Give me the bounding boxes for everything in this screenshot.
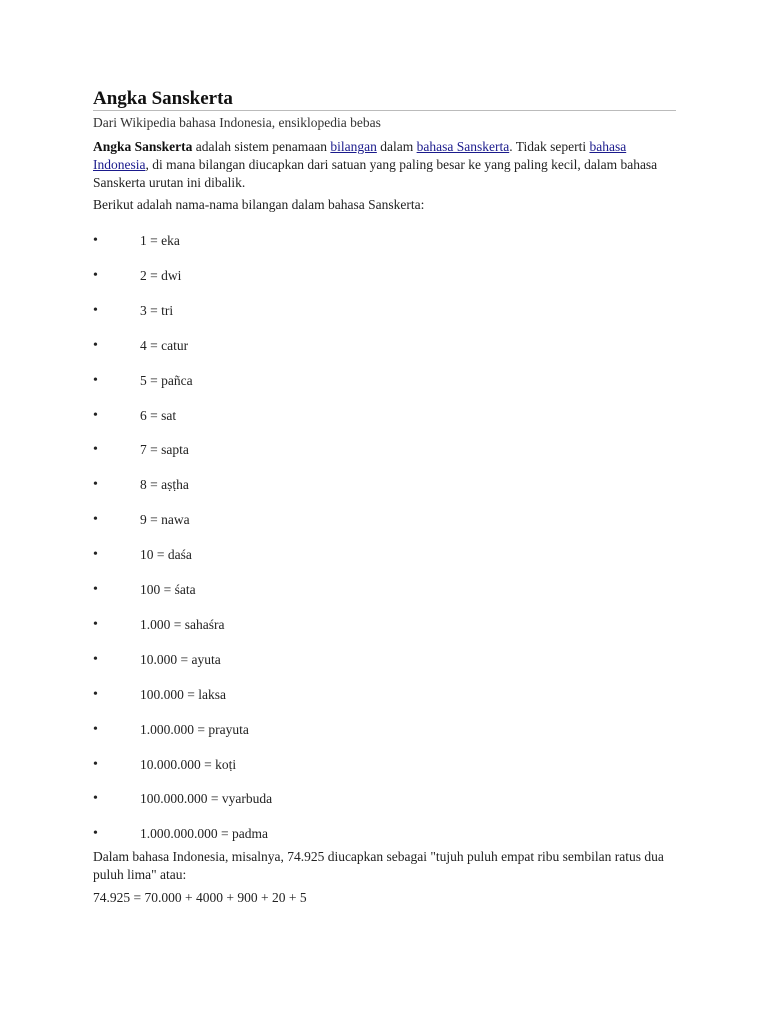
list-item-text: 9 = nawa (140, 512, 190, 528)
bullet-icon: • (93, 512, 98, 528)
intro-text-3: . Tidak seperti (509, 139, 590, 154)
list-item-text: 10.000 = ayuta (140, 651, 221, 667)
bullet-icon: • (93, 721, 98, 737)
article-subtitle: Dari Wikipedia bahasa Indonesia, ensiklopedia bebas (93, 115, 381, 130)
bullet-icon: • (93, 267, 98, 283)
bullet-icon: • (93, 791, 98, 807)
list-item-text: 4 = catur (140, 337, 189, 353)
intro-bold-term: Angka Sanskerta (93, 139, 193, 154)
intro-text-2: dalam (376, 139, 417, 154)
list-lead: Berikut adalah nama-nama bilangan dalam bahasa Sanskerta: (93, 197, 425, 212)
bullet-icon: • (93, 233, 98, 248)
bullet-icon: • (93, 616, 98, 632)
list-item-text: 5 = pañca (140, 372, 193, 388)
link-bilangan[interactable]: bilangan (330, 139, 377, 154)
link-bahasa-sanskerta[interactable]: bahasa Sanskerta (416, 139, 510, 154)
list-item-text: 3 = tri (140, 302, 174, 318)
list-item-text: 100 = śata (140, 582, 196, 597)
list-item-text: 2 = dwi (140, 267, 182, 283)
bullet-icon: • (93, 372, 98, 388)
intro-text-1: adalah sistem penamaan (192, 139, 331, 154)
page-title: Angka Sanskerta (93, 88, 233, 109)
list-item-text: 100.000.000 = vyarbuda (140, 791, 273, 807)
example-equation: 74.925 = 70.000 + 4000 + 900 + 20 + 5 (93, 890, 307, 905)
list-item-text: 10 = daśa (140, 547, 192, 563)
list-item-text: 8 = aṣṭha (140, 477, 189, 493)
bullet-icon: • (93, 756, 98, 772)
bullet-icon: • (93, 686, 98, 702)
bullet-icon: • (93, 582, 98, 597)
example-paragraph: Dalam bahasa Indonesia, misalnya, 74.925 diucapkan sebagai "tujuh puluh empat ribu sembilan ratus dua puluh lima" atau: (93, 849, 664, 882)
bullet-icon: • (93, 547, 98, 563)
intro-paragraph (93, 138, 676, 192)
list-item-text: 7 = sapta (140, 442, 189, 458)
bullet-icon: • (93, 651, 98, 667)
list-item-text: 1.000 = sahaśra (140, 616, 225, 632)
list-item-text: 1.000.000 = prayuta (140, 721, 249, 737)
title-divider (93, 110, 676, 111)
bullet-icon: • (93, 477, 98, 493)
intro-text-4: , di mana bilangan diucapkan dari satuan yang paling besar ke yang paling kecil, dalam bahasa Sanskerta urutan ini dibalik. (93, 157, 658, 190)
link-bahasa-indonesia[interactable]: bahasa Indonesia (93, 139, 627, 172)
list-item-text: 6 = sat (140, 407, 177, 423)
bullet-icon: • (93, 337, 98, 353)
bullet-icon: • (93, 407, 98, 423)
list-item-text: 1 = eka (140, 233, 180, 248)
list-item-text: 10.000.000 = koṭi (140, 756, 237, 772)
bullet-icon: • (93, 826, 98, 842)
list-item-text: 100.000 = laksa (140, 686, 226, 702)
bullet-icon: • (93, 302, 98, 318)
list-item-text: 1.000.000.000 = padma (140, 826, 268, 842)
bullet-icon: • (93, 442, 98, 458)
